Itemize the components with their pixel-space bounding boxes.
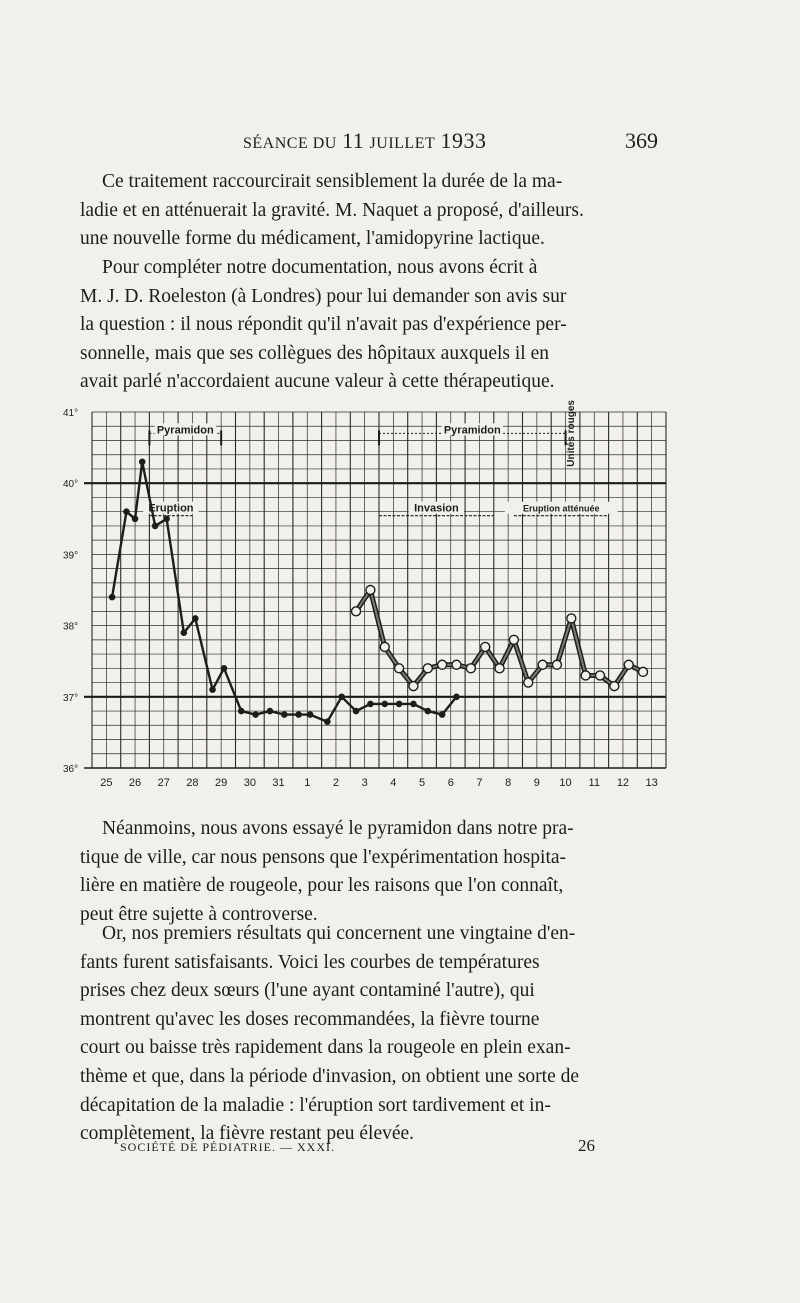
x-tick-label: 13 <box>645 777 658 789</box>
data-point <box>396 701 403 708</box>
data-point <box>610 682 619 691</box>
title-year: 1933 <box>440 128 487 153</box>
data-point <box>395 664 404 673</box>
x-tick-label: 2 <box>332 777 340 789</box>
annotation-label: Eruption atténuée <box>522 503 600 514</box>
data-point <box>295 711 302 718</box>
data-point <box>410 701 417 708</box>
annotation-label: Unités rouges <box>566 400 578 467</box>
chart-annotations <box>143 400 617 516</box>
data-point <box>352 607 361 616</box>
data-point <box>453 694 460 701</box>
running-head <box>0 128 800 156</box>
x-tick-label: 26 <box>128 777 142 789</box>
text-line: fants furent satisfaisants. Voici les courbes de températures <box>80 951 540 973</box>
data-point <box>338 694 345 701</box>
x-tick-label: 11 <box>588 777 600 789</box>
x-tick-label: 28 <box>186 777 199 789</box>
data-point <box>152 523 159 530</box>
data-point <box>538 660 547 669</box>
title-month: JUILLET <box>369 135 436 152</box>
data-point <box>192 615 199 622</box>
text-line: sonnelle, mais que ses collègues des hôpitaux auxquels il en <box>80 342 549 364</box>
annotation-label: Pyramidon <box>156 424 214 437</box>
paragraph-3 <box>80 815 655 929</box>
data-point <box>221 665 228 672</box>
text-line: court ou baisse très rapidement dans la rougeole en plein exan- <box>80 1037 571 1059</box>
data-point <box>581 671 590 680</box>
x-tick-label: 7 <box>476 777 483 789</box>
data-point <box>109 594 116 601</box>
x-tick-label: 30 <box>243 777 256 789</box>
x-tick-label: 1 <box>304 777 311 789</box>
chart-series <box>109 459 648 725</box>
text-line: complètement, la fièvre restant peu élevée. <box>80 1123 415 1145</box>
data-point <box>639 667 648 676</box>
text-line: tique de ville, car nous pensons que l'expérimentation hospita- <box>80 846 567 868</box>
text-line: peut être sujette à controverse. <box>80 903 318 925</box>
title-prefix: SÉANCE DU <box>243 135 337 152</box>
data-point <box>552 660 561 669</box>
data-point <box>132 516 139 523</box>
paragraph-2 <box>80 254 655 397</box>
data-point <box>466 664 475 673</box>
text-line: Ce traitement raccourcirait sensiblement la durée de la ma- <box>102 171 563 192</box>
data-point <box>495 664 504 673</box>
text-line: décapitation de la maladie : l'éruption sort tardivement et in- <box>80 1094 551 1116</box>
data-point <box>163 516 170 523</box>
page-footer <box>120 1136 640 1164</box>
data-point <box>353 708 360 715</box>
data-point <box>281 711 288 718</box>
annotation-label: Eruption <box>148 502 194 515</box>
data-point <box>209 686 216 693</box>
x-tick-label: 4 <box>390 777 397 789</box>
data-point <box>139 459 146 466</box>
y-tick-label: 41° <box>63 408 79 419</box>
y-tick-label: 39° <box>63 550 79 562</box>
y-axis-labels <box>63 408 78 775</box>
text-line: Néanmoins, nous avons essayé le pyramidon dans notre pra- <box>102 818 574 839</box>
data-point <box>438 660 447 669</box>
data-point <box>423 664 432 673</box>
data-point <box>481 642 490 651</box>
page-number: 369 <box>625 128 658 153</box>
x-tick-label: 8 <box>505 777 512 789</box>
annotation-label: Invasion <box>414 502 459 515</box>
data-point <box>380 642 389 651</box>
running-head-title <box>243 128 486 154</box>
data-point <box>452 660 461 669</box>
text-line: la question : il nous répondit qu'il n'avait pas d'expérience per- <box>80 314 567 336</box>
annotation-label: Pyramidon <box>443 424 501 437</box>
text-line: thème et que, dans la période d'invasion, on obtient une sorte de <box>80 1065 580 1087</box>
x-tick-label: 9 <box>533 777 540 789</box>
chart-svg <box>60 400 680 795</box>
signature-mark: 26 <box>578 1136 595 1155</box>
title-day: 11 <box>342 128 365 153</box>
data-point <box>439 711 446 718</box>
x-tick-label: 5 <box>418 777 426 789</box>
x-tick-label: 12 <box>616 777 630 789</box>
x-tick-label: 29 <box>215 777 228 789</box>
data-point <box>307 711 314 718</box>
x-axis-labels <box>100 777 658 789</box>
text-line: Or, nos premiers résultats qui concernent une vingtaine d'en- <box>102 923 576 944</box>
x-tick-label: 3 <box>361 777 368 789</box>
data-point <box>123 508 130 515</box>
data-point <box>595 671 604 680</box>
text-line: montrent qu'avec les doses recommandées, la fièvre tourne <box>80 1008 540 1030</box>
x-tick-label: 6 <box>447 777 454 789</box>
text-line: ladie et en atténuerait la gravité. M. Naquet a proposé, d'ailleurs. <box>80 199 584 221</box>
data-point <box>367 701 374 708</box>
data-point <box>366 586 375 595</box>
data-point <box>567 614 576 623</box>
data-point <box>409 682 418 691</box>
x-tick-label: 10 <box>559 777 572 789</box>
y-tick-label: 36° <box>63 764 79 775</box>
x-tick-label: 31 <box>272 777 285 789</box>
y-tick-label: 38° <box>63 621 79 633</box>
data-point <box>181 629 188 636</box>
data-point <box>324 718 331 725</box>
x-tick-label: 27 <box>157 777 170 789</box>
y-tick-label: 37° <box>63 692 79 704</box>
data-point <box>509 635 518 644</box>
text-line: une nouvelle forme du médicament, l'amidopyrine lactique. <box>80 228 545 250</box>
paragraph-4 <box>80 920 655 1149</box>
temperature-chart <box>60 400 680 795</box>
y-tick-label: 40° <box>63 479 79 491</box>
data-point <box>252 711 259 718</box>
paragraph-1 <box>80 168 655 254</box>
text-line: M. J. D. Roeleston (à Londres) pour lui demander son avis sur <box>80 285 567 307</box>
x-tick-label: 25 <box>100 777 113 789</box>
text-line: Pour compléter notre documentation, nous avons écrit à <box>102 257 538 278</box>
data-point <box>424 708 431 715</box>
journal-name: SOCIÉTÉ DE PÉDIATRIE. — XXXI. <box>120 1140 335 1154</box>
text-line: prises chez deux sœurs (l'une ayant contaminé l'autre), qui <box>80 980 535 1002</box>
data-point <box>624 660 633 669</box>
data-point <box>524 678 533 687</box>
text-line: avait parlé n'accordaient aucune valeur à cette thérapeutique. <box>80 371 555 393</box>
data-point <box>267 708 274 715</box>
data-point <box>238 708 245 715</box>
text-line: lière en matière de rougeole, pour les raisons que l'on connaît, <box>80 875 564 897</box>
data-point <box>381 701 388 708</box>
